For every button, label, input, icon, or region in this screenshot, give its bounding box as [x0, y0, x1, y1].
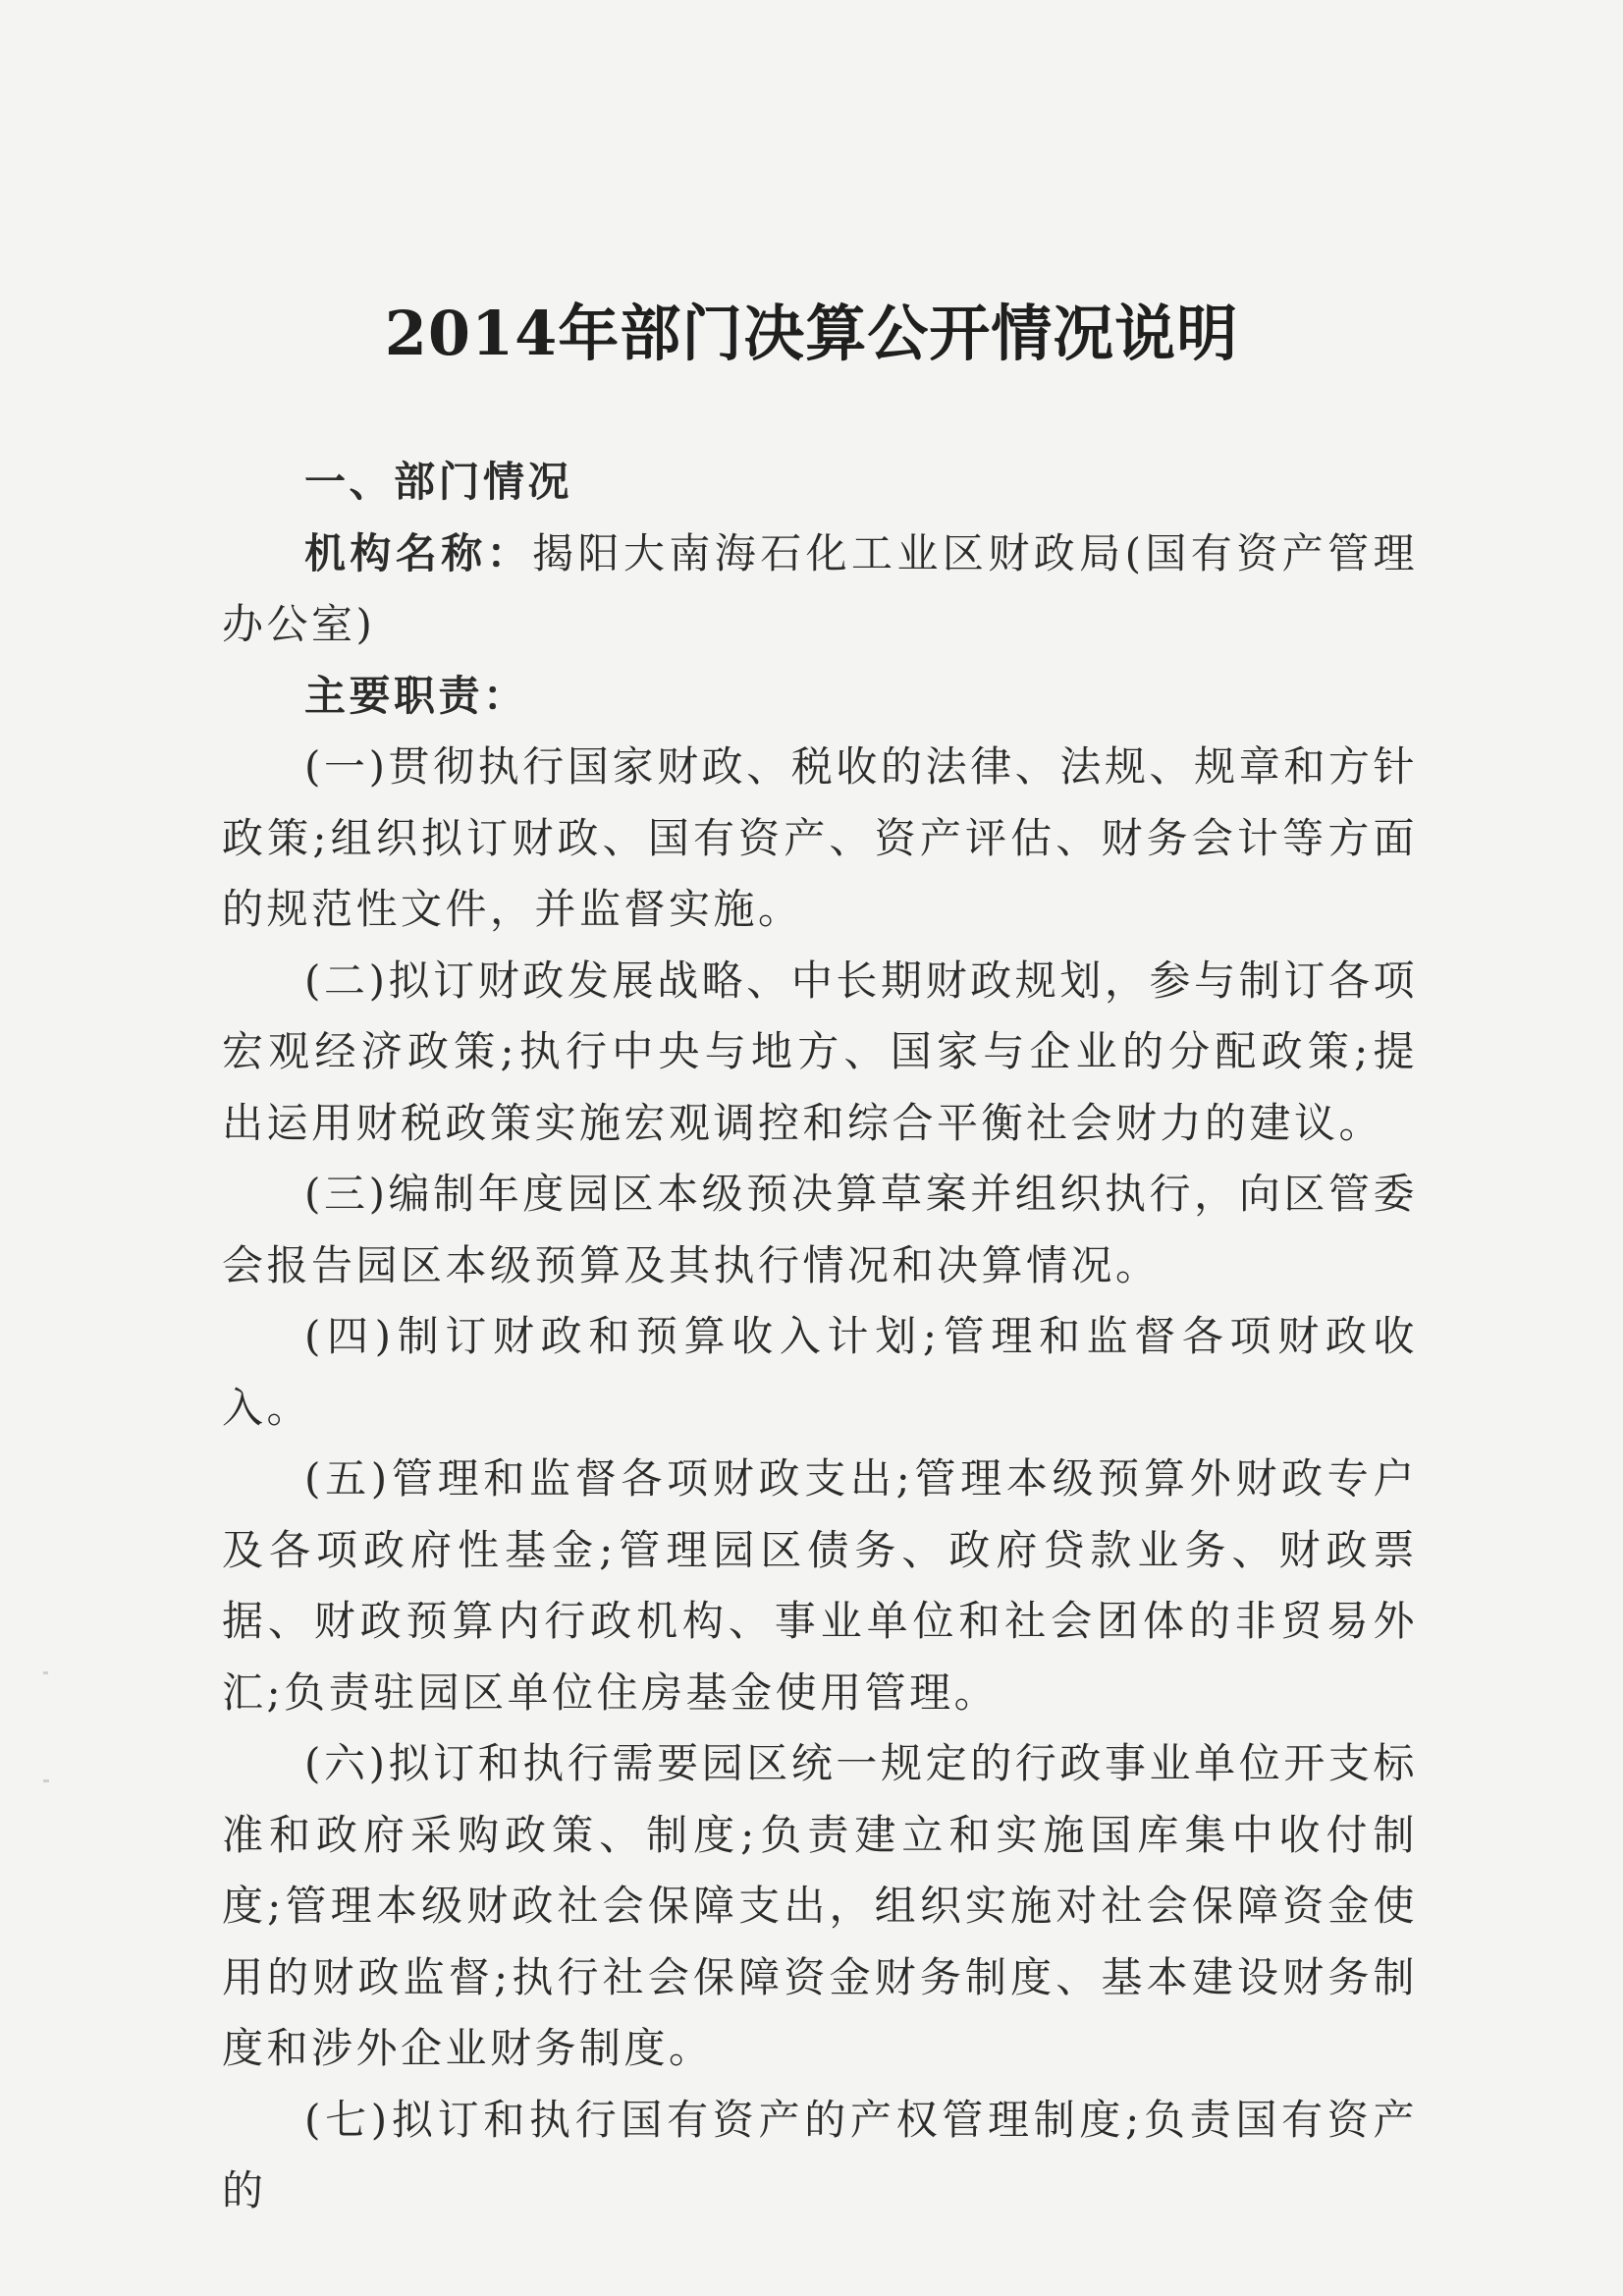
duties-label: 主要职责： [304, 671, 528, 720]
document-title: 2014年部门决算公开情况说明 [384, 298, 1239, 369]
duty-item: (一)贯彻执行国家财政、税收的法律、法规、规章和方针政策;组织拟订财政、国有资产、资产评估、财务会计等方面的规范性文件，并监督实施。 [222, 742, 1418, 933]
scan-speck [43, 1671, 48, 1674]
duty-item: (五)管理和监督各项财政支出;管理本级预算外财政专户及各项政府性基金;管理园区债务、政府贷款业务、财政票据、财政预算内行政机构、事业单位和社会团体的非贸易外汇;负责驻园区单位住房基金使用管理。 [222, 1454, 1418, 1717]
agency-paragraph [222, 519, 1418, 661]
duty-item: (七)拟订和执行国有资产的产权管理制度;负责国有资产的 [222, 2095, 1418, 2214]
duty-item: (六)拟订和执行需要园区统一规定的行政事业单位开支标准和政府采购政策、制度;负责建立和实施国库集中收付制度;管理本级财政社会保障支出，组织实施对社会保障资金使用的财政监督;执行社会保障资金财务制度、基本建设财务制度和涉外企业财务制度。 [222, 1739, 1418, 2072]
duty-item: (四)制订财政和预算收入计划;管理和监督各项财政收入。 [222, 1312, 1418, 1432]
agency-name: 揭阳大南海石化工业区财政局(国有资产管理办公室) [222, 528, 1418, 648]
duty-item: (三)编制年度园区本级预决算草案并组织执行，向区管委会报告园区本级预算及其执行情况和决算情况。 [222, 1170, 1418, 1289]
document-body [222, 447, 1418, 2227]
agency-label: 机构名称： [304, 528, 533, 577]
section-heading: 一、部门情况 [304, 458, 573, 506]
duty-item: (二)拟订财政发展战略、中长期财政规划，参与制订各项宏观经济政策;执行中央与地方、国家与企业的分配政策;提出运用财税政策实施宏观调控和综合平衡社会财力的建议。 [222, 956, 1418, 1147]
scan-speck [43, 1779, 49, 1782]
